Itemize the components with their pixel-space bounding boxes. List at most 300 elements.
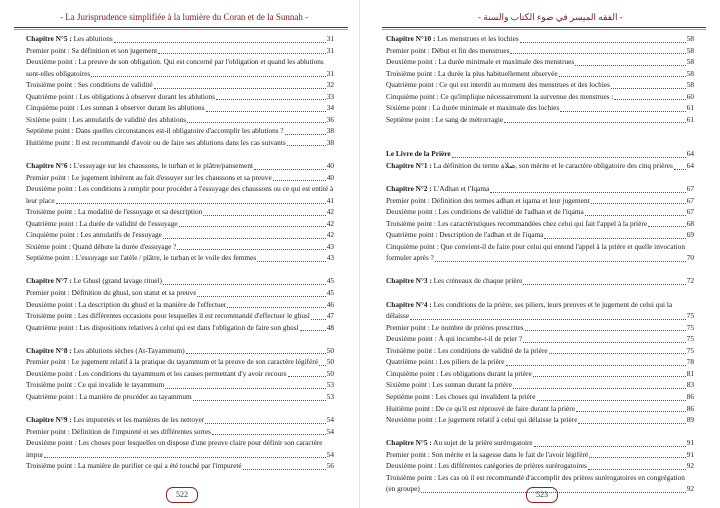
toc-entry — [386, 56, 694, 68]
toc-page-ref: 68 — [686, 218, 694, 228]
toc-page-ref: 33 — [326, 91, 334, 101]
toc-entry-title: Sixième point : Quand débute la durée d'essuyage ? — [26, 241, 177, 251]
toc-entry — [26, 79, 334, 91]
toc-entry — [26, 299, 334, 311]
dot-leader — [193, 400, 326, 401]
dot-leader — [154, 88, 326, 89]
left-header-rule-thin — [14, 29, 348, 30]
toc-entry-text — [26, 287, 196, 299]
toc-entry — [386, 114, 694, 126]
dot-leader — [158, 53, 326, 54]
dot-leader — [179, 226, 326, 227]
toc-page-ref: 42 — [326, 218, 334, 228]
toc-entry-title: Troisième point : Ses conditions de validité — [26, 80, 153, 90]
toc-entry-line — [26, 183, 334, 195]
left-toc — [26, 33, 334, 472]
toc-entry-title: Premier point : Le jugement inhérent au fait d'essuyer sur les chaussons et sa preuve — [26, 172, 272, 182]
toc-entry — [386, 449, 694, 461]
toc-entry — [26, 310, 334, 322]
toc-entry-title: Deuxième point : La description du ghusl et la manière de l'effectuer — [26, 299, 227, 309]
toc-page-ref: 75 — [686, 311, 694, 321]
toc-entry-text — [26, 137, 286, 149]
toc-page-ref: 67 — [686, 207, 694, 217]
toc-page-ref: 50 — [326, 345, 334, 355]
dot-leader — [614, 99, 685, 100]
toc-entry — [26, 356, 334, 368]
dot-leader — [525, 330, 686, 331]
toc-page-ref: 61 — [686, 114, 694, 124]
toc-chapter — [386, 148, 694, 160]
dot-leader — [435, 261, 686, 262]
dot-leader — [165, 388, 326, 389]
toc-entry-title: Premier point : Définition de l'impureté et ses différentes sortes — [26, 426, 211, 436]
dot-leader — [513, 388, 686, 389]
toc-entry — [26, 45, 334, 57]
toc-entry-line — [386, 299, 694, 311]
toc-entry-title: Les ablutions sèches (At-Tayammum) — [71, 345, 185, 355]
toc-entry — [386, 195, 694, 207]
dot-leader — [273, 180, 326, 181]
toc-page-ref: 40 — [326, 161, 334, 171]
toc-entry-title: Quatrième point : La durée de validité de l'essuyage — [26, 218, 178, 228]
toc-page-ref: 50 — [326, 368, 334, 378]
left-header-rule — [14, 27, 348, 28]
dot-leader — [544, 238, 685, 239]
toc-entry-text — [26, 33, 113, 45]
toc-entry-title: Sixième point : La durée minimale et maximale des lochies — [386, 103, 560, 113]
chapter-label: Chapitre N°1 : — [386, 161, 432, 171]
chapter-label: Chapitre N°8 : — [26, 345, 72, 355]
toc-page-ref: 83 — [686, 380, 694, 390]
toc-entry-text: Deuxième point : Les conditions à remplir pour procéder à l'essuyage des chaussons ou ce qui est entité à — [26, 184, 334, 194]
toc-entry-title: Troisième point : La durée la plus habituellement observée — [386, 68, 558, 78]
toc-entry — [26, 206, 334, 218]
toc-entry — [26, 460, 334, 472]
toc-spacer — [386, 172, 694, 184]
dot-leader — [163, 238, 326, 239]
toc-entry-text — [386, 68, 558, 80]
toc-page-ref: 43 — [326, 241, 334, 251]
chapter-label: Chapitre N°5 : — [26, 34, 72, 43]
toc-page-ref: 53 — [326, 380, 334, 390]
toc-entry — [26, 125, 334, 137]
dot-leader — [410, 319, 686, 320]
toc-entry-text — [26, 356, 318, 368]
toc-entry-text — [386, 322, 524, 334]
toc-spacer — [386, 264, 694, 276]
dot-leader — [591, 203, 686, 204]
toc-page-ref: 42 — [326, 207, 334, 217]
toc-entry — [26, 68, 334, 80]
toc-page-ref: 64 — [686, 149, 694, 159]
toc-entry-text — [386, 148, 451, 160]
toc-entry — [26, 137, 334, 149]
dot-leader — [91, 76, 325, 77]
toc-entry-title: Troisième point : Ce qui invalide le tayammum — [26, 380, 165, 390]
dot-leader — [510, 53, 685, 54]
toc-entry-text: Deuxième point : Les choses pour lesquelles on dispose d'une preuve claire pour définir son caractère — [26, 438, 323, 448]
toc-page-ref: 58 — [686, 57, 694, 67]
toc-page-ref: 92 — [686, 461, 694, 471]
toc-entry-text — [26, 252, 256, 264]
toc-entry-text — [386, 79, 610, 91]
toc-entry — [386, 91, 694, 103]
toc-entry-title: Premier point : Le jugement relatif à la pratique du tayammum et la preuve de son caractère légiféré — [26, 357, 318, 367]
toc-entry-text — [26, 379, 164, 391]
toc-entry-text — [386, 414, 577, 426]
toc-page-ref: 40 — [326, 172, 334, 182]
chapter-label: Chapitre N°9 : — [26, 415, 72, 425]
toc-entry-text — [26, 160, 253, 172]
toc-chapter — [26, 33, 334, 45]
left-page-number: 522 — [166, 487, 198, 503]
toc-entry-text — [386, 102, 559, 114]
toc-entry-title: Septième point : Dans quelles circonstances est-il obligatoire d'accomplir les ablutions ? — [26, 126, 284, 136]
dot-leader — [520, 42, 686, 43]
dot-leader — [648, 226, 686, 227]
toc-entry-text — [386, 160, 673, 172]
toc-entry-title: Deuxième point : La durée minimale et maximale des menstrues — [386, 57, 575, 67]
toc-page-ref: 43 — [326, 253, 334, 263]
toc-entry — [386, 379, 694, 391]
toc-entry-title: Huitième point : Il est recommandé d'avoir ou de faire ses ablutions dans les cas suivants — [26, 137, 286, 147]
toc-entry-text — [26, 172, 272, 184]
right-running-header: - الفقه الميسر في ضوء الكتاب والسنة - — [478, 12, 623, 22]
toc-chapter — [386, 275, 694, 287]
toc-entry-title: Deuxième point : Les conditions du tayammum et les causes permettant d'y avoir recours — [26, 368, 287, 378]
toc-page-ref: 67 — [686, 195, 694, 205]
toc-chapter — [386, 183, 694, 195]
dot-leader — [452, 157, 686, 158]
dot-leader — [575, 65, 685, 66]
dot-leader — [216, 99, 326, 100]
toc-entry-title: L'Adhan et l'Iqama — [431, 184, 490, 194]
toc-entry-title: Sixième point : Les sunnan durant la prière — [386, 380, 512, 390]
toc-entry-continuation: formuler après ? — [386, 253, 434, 263]
chapter-label: Chapitre N°10 : — [386, 34, 436, 43]
toc-page-ref: 58 — [686, 68, 694, 78]
toc-page-ref: 42 — [326, 230, 334, 240]
toc-entry-text — [386, 91, 613, 103]
toc-page-ref: 46 — [326, 299, 334, 309]
toc-entry — [26, 172, 334, 184]
toc-entry-text — [386, 275, 522, 287]
toc-entry-text — [386, 437, 533, 449]
toc-entry-text — [386, 45, 509, 57]
toc-entry-text — [26, 125, 284, 137]
chapter-label: Chapitre N°6 : — [26, 161, 72, 171]
toc-entry — [26, 287, 334, 299]
dot-leader — [227, 307, 325, 308]
toc-chapter — [26, 414, 334, 426]
toc-page-ref: 31 — [326, 34, 334, 43]
toc-entry-text — [26, 322, 299, 334]
toc-entry-title: Troisième point : Les conditions de validité de la prière — [386, 345, 548, 355]
toc-entry-text — [26, 229, 162, 241]
toc-entry — [386, 229, 694, 241]
toc-entry-title: Deuxième point : Les conditions de validité de l'adhan et de l'iqama — [386, 207, 584, 217]
toc-entry-title: Septième point : Les choses qui invalident la prière — [386, 391, 536, 401]
dot-leader — [523, 342, 686, 343]
dot-leader — [288, 376, 326, 377]
toc-entry-title: Troisième point : La modalité de l'essuyage et sa description — [26, 207, 203, 217]
toc-chapter — [386, 160, 694, 172]
dot-leader — [197, 296, 325, 297]
toc-entry-text — [386, 56, 574, 68]
toc-chapter — [26, 345, 334, 357]
toc-entry-text — [26, 79, 153, 91]
toc-entry-text — [386, 403, 575, 415]
toc-page-ref: 60 — [686, 91, 694, 101]
toc-entry-title: Cinquième point : Les annulatifs de l'essuyage — [26, 230, 162, 240]
dot-leader — [319, 365, 326, 366]
dot-leader — [674, 169, 686, 170]
toc-entry-text — [26, 45, 157, 57]
dot-leader — [559, 76, 686, 77]
toc-entry-text — [386, 206, 584, 218]
dot-leader — [523, 284, 685, 285]
toc-entry-title: L'essuyage sur les chaussons, le turban et le plâtre/pansement — [71, 161, 254, 171]
right-header-rule-thin — [382, 29, 706, 30]
toc-entry-title: Quatrième point : Les piliers de la prière — [386, 357, 505, 367]
toc-entry-title: Premier point : Le nombre de prières prescrites — [386, 322, 524, 332]
toc-entry — [386, 460, 694, 472]
toc-entry-text: Cinquième point : Que convient-il de faire pour celui qui entend l'appel à la prière et quelle invocation — [386, 241, 685, 251]
dot-leader — [287, 145, 326, 146]
toc-page-ref: 61 — [686, 103, 694, 113]
dot-leader — [504, 122, 686, 123]
dot-leader — [611, 88, 686, 89]
toc-entry — [386, 68, 694, 80]
toc-entry-title: Premier point : Début et fin des menstrues — [386, 45, 510, 55]
dot-leader — [533, 376, 686, 377]
toc-entry — [26, 218, 334, 230]
toc-page-ref: 36 — [326, 114, 334, 124]
dot-leader — [243, 469, 326, 470]
toc-entry-line — [26, 56, 334, 68]
toc-entry-text — [26, 102, 205, 114]
dot-leader — [589, 457, 686, 458]
toc-entry-line — [386, 472, 694, 484]
toc-entry-title: Quatrième point : Les obligations à observer durant les ablutions — [26, 91, 216, 101]
toc-entry-text — [26, 345, 185, 357]
dot-leader — [206, 111, 326, 112]
toc-entry — [386, 218, 694, 230]
toc-entry-title: Quatrième point : Ce qui est interdit au moment des menstrues et des lochies — [386, 80, 610, 90]
toc-entry — [26, 114, 334, 126]
dot-leader — [254, 169, 326, 170]
toc-page-ref: 75 — [686, 322, 694, 332]
toc-entry-text — [26, 310, 310, 322]
toc-entry-text — [26, 460, 242, 472]
toc-page-ref: 58 — [686, 45, 694, 55]
dot-leader — [585, 215, 686, 216]
dot-leader — [537, 400, 686, 401]
toc-entry-title: Au sujet de la prière surérogatoire — [431, 438, 533, 448]
toc-entry-text — [386, 114, 503, 126]
toc-page-ref: 48 — [326, 322, 334, 332]
toc-entry-text — [26, 206, 202, 218]
toc-entry — [386, 102, 694, 114]
toc-entry — [386, 45, 694, 57]
chapter-label: Chapitre N°2 : — [386, 184, 432, 194]
toc-entry — [26, 379, 334, 391]
dot-leader — [506, 365, 686, 366]
right-toc — [386, 33, 694, 495]
toc-entry-title: Quatrième point : Description de l'adhan et de l'iqama — [386, 230, 544, 240]
toc-chapter — [26, 160, 334, 172]
toc-page-ref: 41 — [326, 195, 334, 205]
toc-page-ref: 54 — [326, 415, 334, 425]
toc-entry-title: Septième point : Le sang de métrorragie — [386, 114, 504, 124]
dot-leader — [257, 261, 326, 262]
toc-entry-title: Premier point : Sa définition et son jugement — [26, 45, 158, 55]
toc-entry — [386, 391, 694, 403]
toc-entry — [26, 391, 334, 403]
toc-entry-text — [386, 195, 590, 207]
dot-leader — [285, 134, 326, 135]
toc-entry-text — [386, 218, 647, 230]
toc-page-ref: 38 — [326, 126, 334, 136]
toc-entry-title: Troisième point : Les caractéristiques recommandées chez celui qui fait l'appel à la prière — [386, 218, 647, 228]
toc-entry-title: Premier point : Définition des termes adhan et iqama et leur jugement — [386, 195, 590, 205]
toc-page-ref: 70 — [686, 253, 694, 263]
toc-spacer — [386, 287, 694, 299]
toc-entry-title: Cinquième point : Ce qu'implique nécessairement la survenue des menstrues : — [386, 91, 614, 101]
toc-page-ref: 54 — [326, 449, 334, 459]
toc-entry-title: Septième point : L'essuyage sur l'atèle / plâtre, le turban et le voile des femmes — [26, 253, 257, 263]
toc-entry-text — [386, 333, 522, 345]
toc-entry — [26, 241, 334, 253]
toc-entry-text — [386, 183, 489, 195]
toc-entry-text — [26, 426, 211, 438]
toc-entry-title: Quatrième point : Les dispositions relatives à celui qui est dans l'obligation de faire son ghusl — [26, 322, 299, 332]
toc-entry-title: Cinquième point : Les sunnan à observer durant les ablutions — [26, 103, 205, 113]
right-page — [360, 0, 720, 508]
chapter-label: Chapitre N°7 : — [26, 276, 72, 286]
toc-page-ref: 72 — [686, 276, 694, 286]
toc-page-ref: 67 — [686, 184, 694, 194]
toc-entry-title: Premier point : Son mérite et la sagesse dans le fait de l'avoir légiféré — [386, 449, 589, 459]
chapter-label: Chapitre N°4 : — [386, 299, 432, 309]
dot-leader — [212, 434, 326, 435]
toc-spacer — [386, 426, 694, 438]
toc-page-ref: 78 — [686, 357, 694, 367]
toc-entry-title: Troisième point : Les différentes occasions pour lesquelles il est recommandé d'effectuer le ghusl — [26, 311, 310, 321]
toc-page-ref: 75 — [686, 334, 694, 344]
toc-entry-text — [26, 391, 192, 403]
toc-spacer — [26, 264, 334, 276]
toc-entry — [386, 368, 694, 380]
right-header-rule — [382, 27, 706, 28]
toc-page-ref: 31 — [326, 45, 334, 55]
toc-entry — [26, 229, 334, 241]
toc-entry-title: Deuxième point : Les différentes catégories de prières surérogatoires — [386, 461, 587, 471]
toc-entry-line — [386, 241, 694, 253]
toc-page-ref: 58 — [686, 80, 694, 90]
dot-leader — [549, 353, 686, 354]
toc-page-ref: 91 — [686, 438, 694, 448]
toc-page-ref: 47 — [326, 311, 334, 321]
toc-entry-text — [26, 218, 178, 230]
toc-entry-text — [386, 229, 543, 241]
toc-spacer — [26, 403, 334, 415]
toc-entry-title: Deuxième point : À qui incombe-t-il de prier ? — [386, 334, 523, 344]
toc-entry-title: La définition du terme صلاة, son mérite et le caractère obligatoire des cinq prières — [431, 161, 673, 171]
toc-entry-text — [386, 460, 587, 472]
toc-entry — [26, 368, 334, 380]
toc-page-ref: 89 — [686, 415, 694, 425]
toc-page-ref: 92 — [686, 484, 694, 494]
toc-chapter — [386, 437, 694, 449]
chapter-label: Le Livre de la Prière — [386, 149, 451, 159]
toc-entry-title: Les ablutions — [71, 34, 113, 43]
toc-entry-title: Les impuretés et les manières de les nettoyer — [71, 415, 205, 425]
toc-entry-text — [386, 356, 505, 368]
dot-leader — [186, 353, 326, 354]
toc-entry-title: Premier point : Définition du ghusl, son statut et sa preuve — [26, 288, 197, 298]
toc-page-ref: 45 — [326, 276, 334, 286]
toc-entry-text — [26, 368, 287, 380]
toc-entry-text — [386, 449, 588, 461]
toc-entry — [26, 91, 334, 103]
dot-leader — [311, 319, 326, 320]
dot-leader — [203, 215, 325, 216]
toc-entry — [386, 333, 694, 345]
right-page-number: 523 — [526, 487, 558, 503]
dot-leader — [205, 423, 325, 424]
toc-entry — [386, 310, 694, 322]
toc-entry-line — [26, 437, 334, 449]
toc-chapter — [386, 33, 694, 45]
toc-entry-text — [386, 345, 548, 357]
toc-entry-continuation: délaisse — [386, 311, 410, 321]
toc-entry-continuation: leur place — [26, 195, 55, 205]
toc-page-ref: 45 — [326, 288, 334, 298]
toc-entry — [26, 449, 334, 461]
toc-entry — [386, 79, 694, 91]
dot-leader — [576, 411, 686, 412]
toc-entry-title: Les créneaux de chaque prière — [431, 276, 523, 286]
toc-entry-title: Troisième point : La manière de purifier ce qui a été touché par l'impureté — [26, 461, 242, 471]
toc-entry-text — [26, 299, 226, 311]
toc-entry-continuation: sont-elles obligatoires — [26, 68, 91, 78]
toc-entry-continuation: (en groupe) — [386, 484, 420, 494]
toc-page-ref: 32 — [326, 80, 334, 90]
toc-entry — [386, 345, 694, 357]
toc-page-ref: 81 — [686, 368, 694, 378]
toc-entry-text: Les conditions de la prière, ses piliers, leurs preuves et le jugement de celui qui la — [431, 299, 673, 309]
toc-entry — [386, 414, 694, 426]
toc-entry — [26, 322, 334, 334]
dot-leader — [177, 249, 325, 250]
dot-leader — [44, 457, 325, 458]
toc-entry-text — [26, 414, 204, 426]
toc-entry-continuation: impur — [26, 449, 44, 459]
toc-page-ref: 53 — [326, 391, 334, 401]
toc-page-ref: 64 — [686, 161, 694, 171]
dot-leader — [588, 469, 686, 470]
dot-leader — [114, 42, 326, 43]
toc-entry — [386, 206, 694, 218]
toc-entry — [26, 195, 334, 207]
toc-chapter — [26, 275, 334, 287]
toc-page-ref: 31 — [326, 68, 334, 78]
dot-leader — [56, 203, 326, 204]
toc-entry-text — [26, 114, 186, 126]
toc-entry — [386, 252, 694, 264]
dot-leader — [163, 284, 326, 285]
